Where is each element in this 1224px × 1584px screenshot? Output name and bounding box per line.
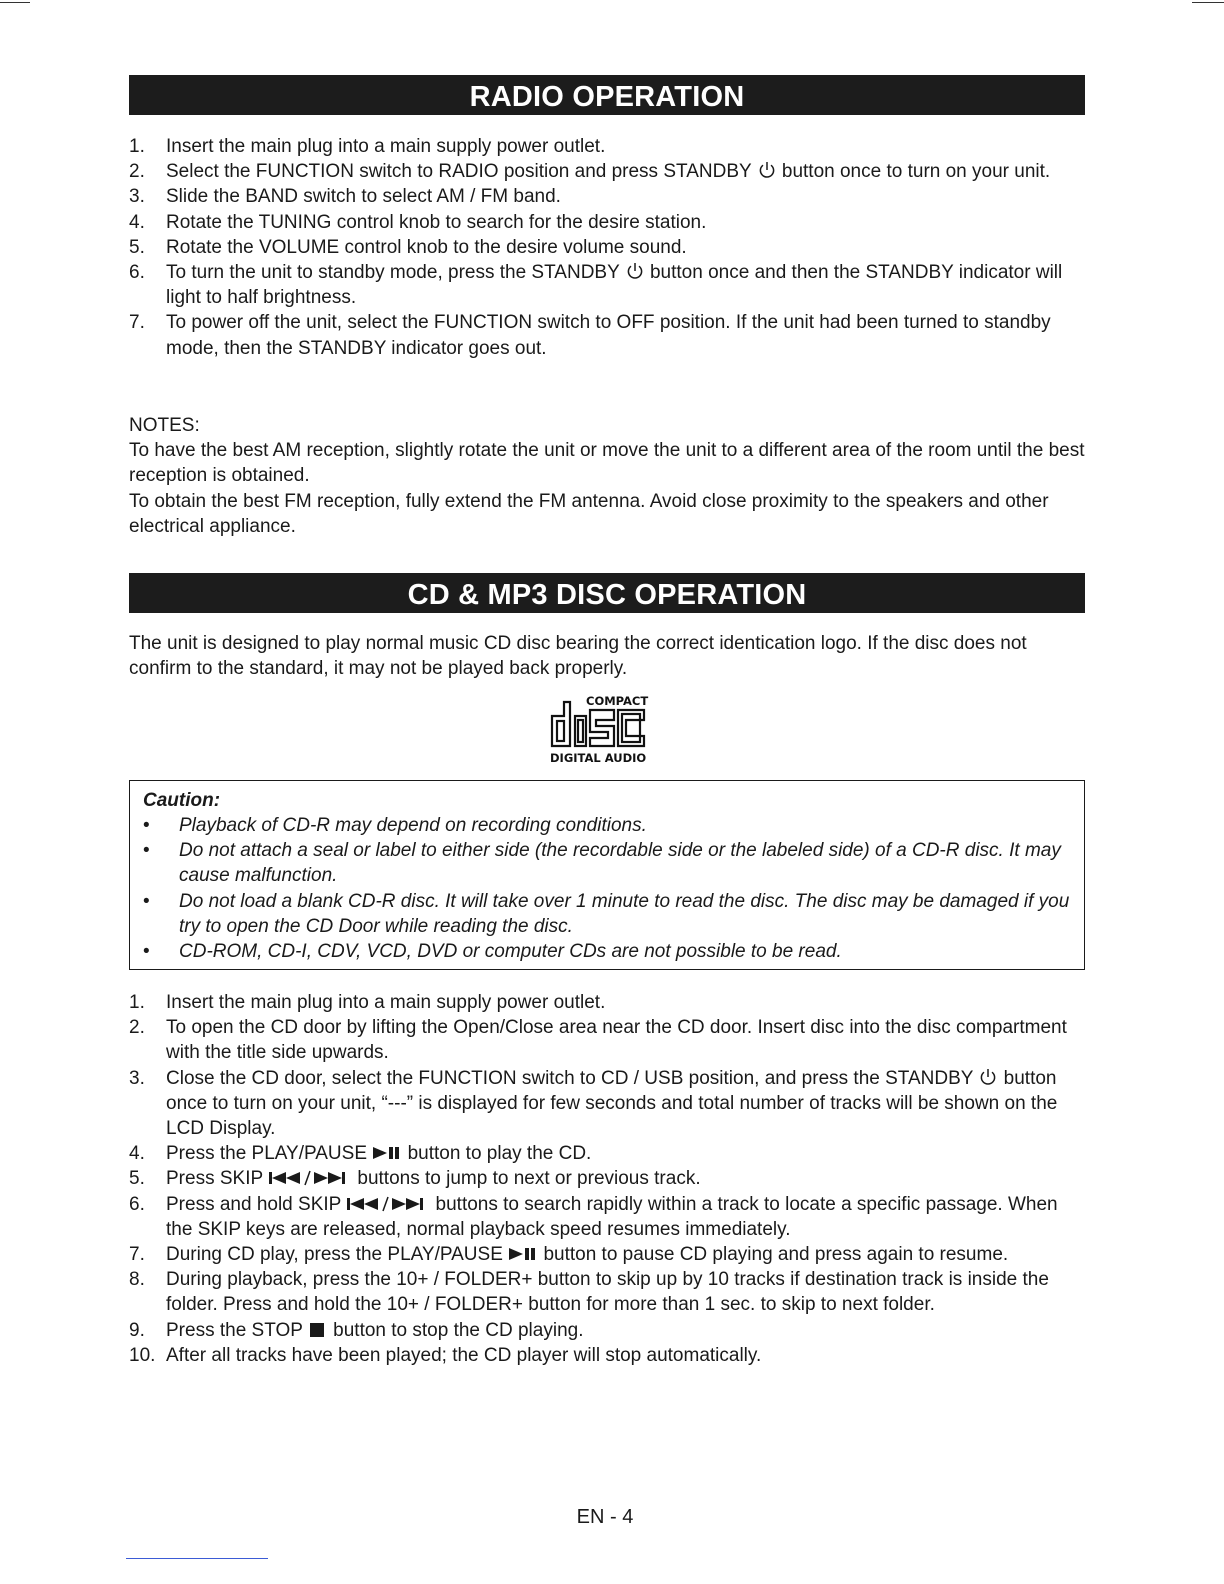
list-item: 4. Rotate the TUNING control knob to search for the desire station. — [129, 211, 707, 233]
cd-steps-list — [129, 990, 1089, 1368]
cd-intro-text: The unit is designed to play normal music CD disc bearing the correct identication logo. If the disc does not confirm to the standard, it may not be played back properly. — [129, 633, 1027, 680]
crop-mark-left — [0, 2, 30, 3]
note-am: To have the best AM reception, slightly rotate the unit or move the unit to a different area of the room until the best reception is obtained. — [129, 440, 1085, 487]
logo-top-text: COMPACT — [586, 694, 649, 708]
list-item: 9. Press the STOP button to stop the CD playing. — [129, 1319, 584, 1341]
cd-operation-heading: CD & MP3 DISC OPERATION — [129, 573, 1085, 613]
list-item: 8. During playback, press the 10+ / FOLDER+ button to skip up by 10 tracks if destination track is inside the folder. Press and hold the 10+ / FOLDER+ button for more than 1 sec. to skip to next folder. — [129, 1269, 1049, 1316]
radio-steps-list — [129, 134, 1089, 361]
list-item: 5. Rotate the VOLUME control knob to the desire volume sound. — [129, 236, 687, 258]
play-pause-icon — [372, 1144, 402, 1162]
power-standby-icon — [978, 1067, 998, 1087]
list-item: 7. To power off the unit, select the FUNCTION switch to OFF position. If the unit had been turned to standby mode, then the STANDBY indicator goes out. — [129, 312, 1051, 359]
list-item: 10. After all tracks have been played; the CD player will stop automatically. — [129, 1344, 762, 1366]
play-pause-icon — [508, 1245, 538, 1263]
list-item: 2. To open the CD door by lifting the Open/Close area near the CD door. Insert disc into the disc compartment with the title side upwards. — [129, 1017, 1067, 1064]
power-standby-icon — [625, 261, 645, 281]
list-item: 4. Press the PLAY/PAUSE button to play the CD. — [129, 1143, 592, 1165]
list-item: 6. To turn the unit to standby mode, press the STANDBY button once and then the STANDBY indicator will light to half brightness. — [129, 262, 1063, 309]
caution-title: Caution: — [143, 790, 221, 811]
list-item: 3. Slide the BAND switch to select AM / FM band. — [129, 186, 561, 208]
list-item: • Do not load a blank CD-R disc. It will take over 1 minute to read the disc. The disc may be damaged if you try to open the CD Door while reading the disc. — [143, 890, 1070, 937]
list-item: • Do not attach a seal or label to either side (the recordable side or the labeled side) of a CD-R disc. It may cause malfunction. — [143, 840, 1061, 887]
list-item: 7. During CD play, press the PLAY/PAUSE button to pause CD playing and press again to resume. — [129, 1244, 1009, 1266]
caution-box — [129, 780, 1085, 970]
radio-operation-heading: RADIO OPERATION — [129, 75, 1085, 115]
skip-prev-next-icon — [346, 1195, 430, 1213]
list-item: 2. Select the FUNCTION switch to RADIO position and press STANDBY button once to turn on your unit. — [129, 161, 1051, 183]
list-item: 6. Press and hold SKIP buttons to search rapidly within a track to locate a specific passage. When the SKIP keys are released, normal playback speed resumes immediately. — [129, 1193, 1058, 1240]
list-item: • CD-ROM, CD-I, CDV, VCD, DVD or computer CDs are not possible to be read. — [143, 941, 842, 963]
page-number: EN - 4 — [576, 1506, 634, 1528]
list-item: • Playback of CD-R may depend on recording conditions. — [143, 815, 647, 836]
bottom-rule — [126, 1558, 268, 1559]
list-item: 1. Insert the main plug into a main supply power outlet. — [129, 992, 606, 1013]
logo-bottom-text: DIGITAL AUDIO — [550, 751, 647, 765]
notes-title: NOTES: — [129, 415, 200, 436]
note-fm: To obtain the best FM reception, fully extend the FM antenna. Avoid close proximity to the speakers and other electrical appliance. — [129, 490, 1049, 537]
power-standby-icon — [757, 160, 777, 180]
list-item: 5. Press SKIP buttons to jump to next or previous track. — [129, 1168, 701, 1190]
skip-prev-next-icon — [268, 1169, 352, 1187]
list-item: 3. Close the CD door, select the FUNCTION switch to CD / USB position, and press the STANDBY button once to turn on your unit, “---” is displayed for few seconds and total number of tracks will be shown on the LCD Display. — [129, 1067, 1058, 1140]
stop-icon — [308, 1321, 328, 1339]
compact-disc-logo — [548, 692, 666, 766]
caution-list — [143, 813, 1073, 964]
crop-mark-right — [1192, 2, 1224, 3]
list-item: 1. Insert the main plug into a main supply power outlet. — [129, 136, 606, 157]
notes-section — [129, 413, 1089, 539]
